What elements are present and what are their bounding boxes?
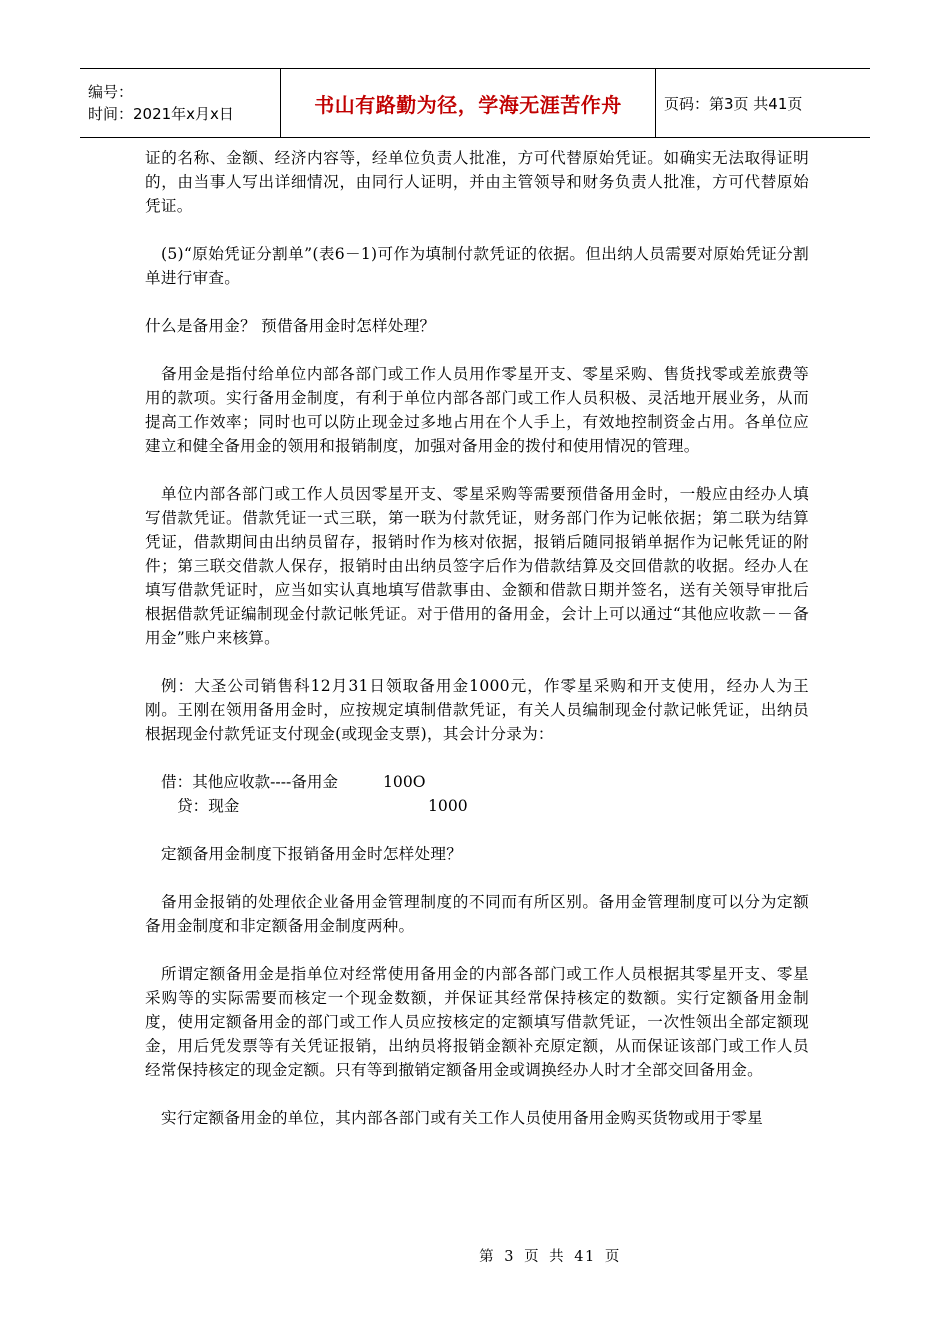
section-question: 定额备用金制度下报销备用金时怎样处理？ [161, 845, 463, 863]
paragraph: 例：大圣公司销售科12月31日领取备用金1000元，作零星采购和开支使用，经办人为王刚。王刚在领用备用金时，应按规定填制借款凭证，有关人员编制现金付款记帐凭证，出纳员根据现金付款凭证支付现金(或现金支票)，其会计分录为： [145, 677, 809, 743]
page-info: 页码：第3页 共41页 [664, 94, 803, 113]
date-label: 时间：2021年x月x日 [88, 105, 234, 123]
header-page-cell [656, 69, 870, 137]
number-label: 编号： [88, 83, 134, 101]
section-question: 什么是备用金？ 预借备用金时怎样处理？ [145, 317, 436, 335]
paragraph: 单位内部各部门或工作人员因零星开支、零星采购等需要预借备用金时，一般应由经办人填写借款凭证。借款凭证一式三联，第一联为付款凭证，财务部门作为记帐依据；第二联为结算凭证，借款期间由出纳员留存，报销时作为核对依据，报销后随同报销单据作为记帐凭证的附件；第三联交借款人保存，报销时由出纳员签字后作为借款结算及交回借款的收据。经办人在填写借款凭证时，应当如实认真地填写借款事由、金额和借款日期并签名，送有关领导审批后根据借款凭证编制现金付款记帐凭证。对于借用的备用金，会计上可以通过“其他应收款－－备用金”账户来核算。 [145, 485, 809, 647]
paragraph: (5)“原始凭证分割单”(表6－1)可作为填制付款凭证的依据。但出纳人员需要对原始凭证分割单进行审查。 [145, 245, 809, 287]
paragraph: 实行定额备用金的单位，其内部各部门或有关工作人员使用备用金购买货物或用于零星 [161, 1109, 764, 1127]
footer-page-number: 第 3 页 共 41 页 [479, 1249, 621, 1265]
header-table [80, 68, 870, 138]
entry-amount: 1000 [428, 797, 468, 815]
paragraph: 备用金是指付给单位内部各部门或工作人员用作零星开支、零星采购、售货找零或差旅费等用的款项。实行备用金制度，有利于单位内部各部门或工作人员积极、灵活地开展业务，从而提高工作效率；同时也可以防止现金过多地占用在个人手上，有效地控制资金占用。各单位应建立和健全备用金的领用和报销制度，加强对备用金的拨付和使用情况的管理。 [145, 365, 809, 455]
header-meta-cell [80, 69, 281, 137]
motto: 书山有路勤为径，学海无涯苦作舟 [314, 92, 622, 117]
header-motto-cell [281, 69, 656, 137]
journal-entry-debit [145, 770, 809, 794]
paragraph: 所谓定额备用金是指单位对经常使用备用金的内部各部门或工作人员根据其零星开支、零星采购等的实际需要而核定一个现金数额，并保证其经常保持核定的数额。实行定额备用金制度，使用定额备用金的部门或工作人员应按核定的定额填写借款凭证，一次性领出全部定额现金，用后凭发票等有关凭证报销，出纳员将报销金额补充原定额，从而保证该部门或工作人员经常保持核定的现金定额。只有等到撤销定额备用金或调换经办人时才全部交回备用金。 [145, 965, 809, 1079]
journal-entries [145, 770, 809, 818]
entry-amount: 100O [383, 773, 426, 791]
page-footer [0, 1245, 950, 1266]
document-body [145, 146, 809, 1154]
entry-label: 贷：现金 [177, 797, 240, 815]
entry-label: 借：其他应收款----备用金 [161, 773, 339, 791]
paragraph: 证的名称、金额、经济内容等，经单位负责人批准，方可代替原始凭证。如确实无法取得证明的，由当事人写出详细情况，由同行人证明，并由主管领导和财务负责人批准，方可代替原始凭证。 [145, 149, 809, 215]
paragraph: 备用金报销的处理依企业备用金管理制度的不同而有所区别。备用金管理制度可以分为定额备用金制度和非定额备用金制度两种。 [145, 893, 809, 935]
journal-entry-credit [145, 794, 809, 818]
